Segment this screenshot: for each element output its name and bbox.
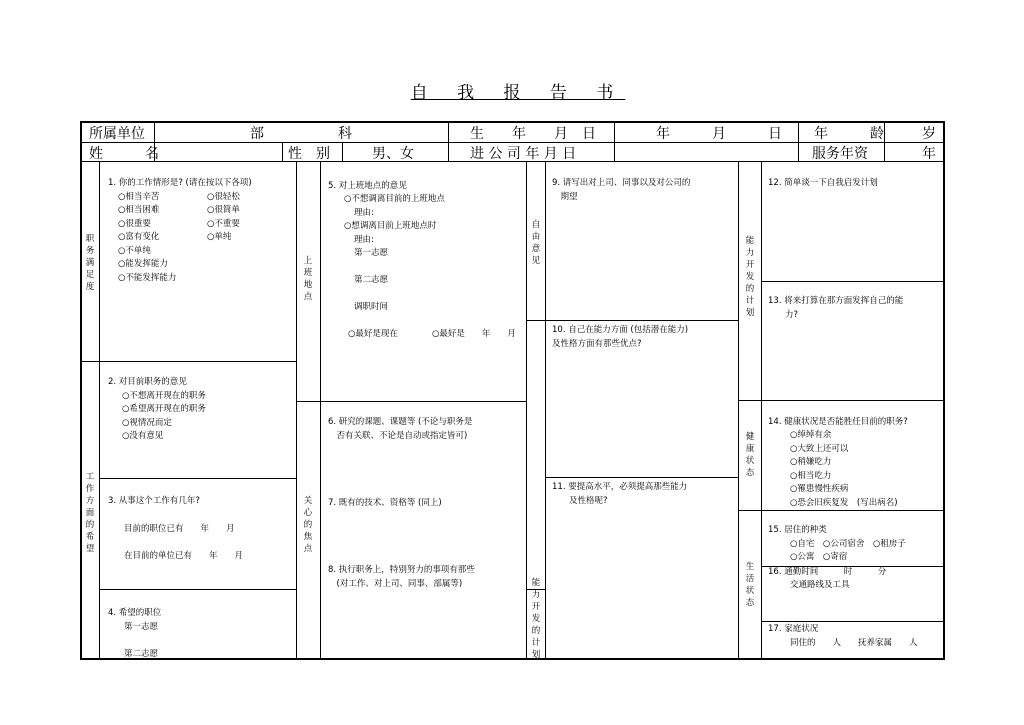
q8-text: 8. 执行职务上，特别努力的事项有那些 (对工作、对上司、同事、部属等) [328, 565, 475, 589]
q1-option-left-3[interactable]: ○富有变化 [118, 232, 160, 242]
q5-choice-1[interactable]: 第一志愿 [354, 248, 389, 258]
q17-text: 17. 家庭状况 [768, 624, 819, 634]
ability-plan-side-label: 能力开发的计划 [745, 236, 755, 318]
q10-text: 10. 自己在能力方面 (包括潜在能力) 及性格方面有那些优点? [552, 325, 689, 349]
health-side-label: 健康状态 [745, 432, 755, 478]
q2-option-1[interactable]: ○希望离开现在的职务 [122, 404, 206, 414]
q2-option-3[interactable]: ○没有意见 [122, 431, 164, 441]
q1-option-left-4[interactable]: ○不单纯 [118, 246, 151, 256]
q1-text: 1. 你的工作情形是? (请在按以下各项) [108, 178, 252, 188]
q2-text: 2. 对目前职务的意见 [108, 377, 187, 387]
q4-text: 4. 希望的职位 [108, 608, 162, 618]
life-side-label: 生活状态 [745, 562, 755, 608]
section-label: 科 [338, 126, 352, 142]
age-label: 年 龄 [814, 126, 884, 142]
q14-option-0[interactable]: ○绰绰有余 [790, 430, 832, 440]
q1-option-left-1[interactable]: ○相当困难 [118, 205, 160, 215]
q12-text: 12. 简单谈一下自我启发计划 [768, 178, 878, 188]
q5-option-move[interactable]: ○想调离目前上班地点时 [344, 221, 437, 231]
q14-option-4[interactable]: ○罹患慢性疾病 [790, 484, 849, 494]
birth-label: 生 年 月 日 [470, 126, 596, 142]
q5-text: 5. 对上班地点的意见 [328, 181, 407, 191]
org-label: 所属单位 [89, 126, 145, 142]
q5-timing: 调职时间 [354, 302, 389, 312]
q1-option-right-3[interactable]: ○单纯 [207, 232, 232, 242]
birth-value: 年 月 日 [656, 126, 782, 142]
q5-option-stay[interactable]: ○不想调离目前的上班地点 [344, 194, 445, 204]
q2-option-2[interactable]: ○视情况而定 [122, 418, 172, 428]
q14-option-5[interactable]: ○恐会旧疾复发 (写出病名) [790, 498, 898, 508]
q15-options-row2[interactable]: ○公寓 ○寄宿 [790, 552, 848, 562]
q11-text: 11. 要提高水平，必须提高那些能力 及性格呢? [552, 482, 688, 506]
q14-text: 14. 健康状况是否能胜任目前的职务? [768, 417, 908, 427]
q5-timing-later[interactable]: ○最好是 年 月 [432, 329, 516, 339]
q1-option-left-6[interactable]: ○不能发挥能力 [118, 273, 177, 283]
q4-choice-1[interactable]: 第一志愿 [124, 622, 159, 632]
q1-option-right-0[interactable]: ○很轻松 [207, 192, 240, 202]
document-title: 自 我 报 告 书 [410, 83, 626, 103]
q5-timing-now[interactable]: ○最好是现在 [348, 329, 398, 339]
self-report-form [80, 121, 945, 660]
q15-text: 15. 居住的种类 [768, 525, 827, 535]
q14-option-3[interactable]: ○相当吃力 [790, 471, 832, 481]
concern-side-label: 关心的焦点 [303, 496, 313, 554]
q14-option-1[interactable]: ○大致上还可以 [790, 444, 849, 454]
expectation-side-label: 工作方面的希望 [85, 472, 95, 554]
service-years-unit: 年 [922, 146, 936, 162]
q1-option-right-1[interactable]: ○很简单 [207, 205, 240, 215]
q15-options-row1[interactable]: ○自宅 ○公司宿舍 ○租房子 [790, 539, 906, 549]
q1-option-left-5[interactable]: ○能发挥能力 [118, 259, 168, 269]
gender-label: 性 别 [288, 146, 330, 162]
q14-option-2[interactable]: ○稍嫌吃力 [790, 457, 832, 467]
q1-option-left-2[interactable]: ○很重要 [118, 219, 151, 229]
q1-option-left-0[interactable]: ○相当辛苦 [118, 192, 160, 202]
name-label: 姓 名 [89, 146, 159, 162]
satisfaction-side-label: 职务满足度 [85, 234, 95, 292]
join-date-label: 进 公 司 年 月 日 [470, 146, 577, 162]
q1-option-right-2[interactable]: ○不重要 [207, 219, 240, 229]
q4-choice-2[interactable]: 第二志愿 [124, 649, 159, 659]
ability-plan-side-label-left: 能力开发的计划 [531, 578, 541, 660]
q3-current-unit[interactable]: 在目前的单位已有 年 月 [124, 551, 244, 561]
q2-option-0[interactable]: ○不想离开现在的职务 [122, 391, 206, 401]
q9-text: 9. 请写出对上司、同事以及对公司的 期望 [552, 178, 691, 202]
q17-household[interactable]: 同住的 人 抚养家属 人 [790, 638, 918, 648]
q13-text: 13. 将来打算在那方面发挥自己的能 力? [768, 296, 904, 320]
age-unit: 岁 [922, 126, 936, 142]
q6-text: 6. 研究的课题、课题等 (不论与职务是 否有关联、不论是自动或指定皆可) [328, 417, 473, 441]
q3-text: 3. 从事这个工作有几年? [108, 496, 200, 506]
service-years-label: 服务年资 [812, 146, 868, 162]
q5-reason-1: 理由: [354, 208, 374, 218]
q16-text: 16. 通勤时间 时 分 [768, 567, 887, 577]
q5-choice-2[interactable]: 第二志愿 [354, 275, 389, 285]
dept-label: 部 [250, 126, 264, 142]
q5-reason-2: 理由: [354, 235, 374, 245]
q7-text: 7. 既有的技术、资格等 (同上) [328, 498, 442, 508]
location-side-label: 上班地点 [303, 256, 313, 302]
gender-options: 男、女 [372, 146, 414, 162]
free-opinion-side-label: 自由意见 [531, 220, 541, 266]
q3-current-position[interactable]: 目前的职位已有 年 月 [124, 524, 235, 534]
q16-route[interactable]: 交通路线及工具 [790, 580, 850, 590]
